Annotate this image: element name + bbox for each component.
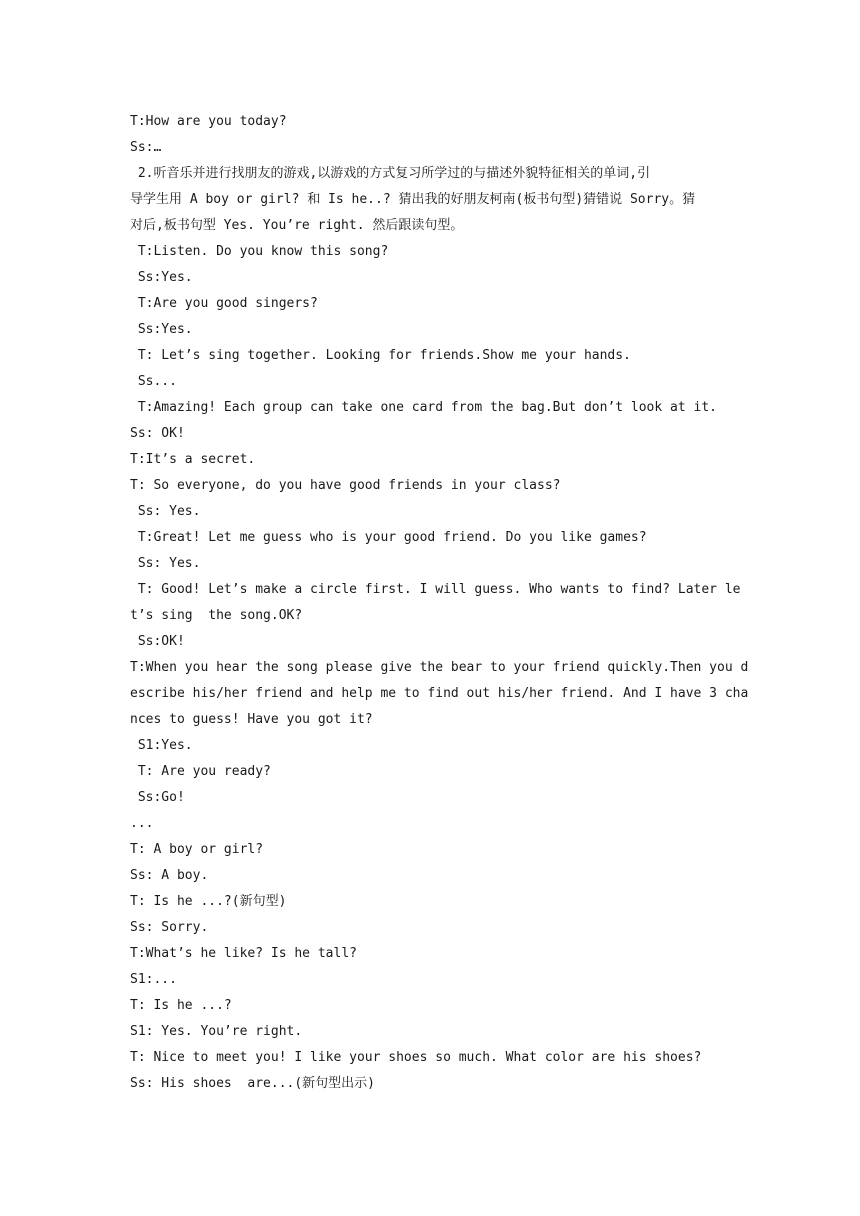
document-line: Ss: Yes. xyxy=(130,556,201,571)
document-line: T: Are you ready? xyxy=(130,764,271,779)
document-line: T:Amazing! Each group can take one card from the bag.But don’t look at it. xyxy=(130,400,717,415)
document-line: 对后,板书句型 Yes. You’re right. 然后跟读句型。 xyxy=(130,218,464,233)
document-line: 导学生用 A boy or girl? 和 Is he..? 猜出我的好朋友柯南(板书句型)猜错说 Sorry。猜 xyxy=(130,192,696,207)
document-line: Ss... xyxy=(130,374,177,389)
document-line: T: Is he ...? xyxy=(130,998,232,1013)
document-line: Ss: A boy. xyxy=(130,868,209,883)
document-line: T:Are you good singers? xyxy=(130,296,318,311)
document-line: Ss:Yes. xyxy=(130,322,193,337)
document-line: Ss: Sorry. xyxy=(130,920,209,935)
document-line: Ss:Yes. xyxy=(130,270,193,285)
document-line: T: A boy or girl? xyxy=(130,842,264,857)
document-line: T:It’s a secret. xyxy=(130,452,256,467)
document-line: S1:Yes. xyxy=(130,738,193,753)
document-line: S1: Yes. You’re right. xyxy=(130,1024,303,1039)
document-line: T: So everyone, do you have good friends in your class? xyxy=(130,478,561,493)
document-line: T:When you hear the song please give the bear to your friend quickly.Then you d xyxy=(130,660,749,675)
document-line: T: Good! Let’s make a circle first. I will guess. Who wants to find? Later le xyxy=(130,582,741,597)
document-line: T: Let’s sing together. Looking for friends.Show me your hands. xyxy=(130,348,631,363)
document-line: Ss:… xyxy=(130,140,162,155)
document-line: ... xyxy=(130,816,154,831)
document-line: T:Listen. Do you know this song? xyxy=(130,244,389,259)
document-line: T:How are you today? xyxy=(130,114,287,129)
document-line: t’s sing the song.OK? xyxy=(130,608,303,623)
document-line: Ss:OK! xyxy=(130,634,185,649)
document-body xyxy=(130,109,749,1097)
document-line: S1:... xyxy=(130,972,177,987)
document-line: T: Is he ...?(新句型) xyxy=(130,894,287,909)
document-line: T: Nice to meet you! I like your shoes so much. What color are his shoes? xyxy=(130,1050,702,1065)
document-line: Ss: Yes. xyxy=(130,504,201,519)
document-line: Ss:Go! xyxy=(130,790,185,805)
document-line: Ss: OK! xyxy=(130,426,185,441)
document-line: 2.听音乐并进行找朋友的游戏,以游戏的方式复习所学过的与描述外貌特征相关的单词,引 xyxy=(130,166,651,181)
document-line: T:Great! Let me guess who is your good friend. Do you like games? xyxy=(130,530,647,545)
document-line: T:What’s he like? Is he tall? xyxy=(130,946,357,961)
document-line: Ss: His shoes are...(新句型出示) xyxy=(130,1076,376,1091)
document-line: escribe his/her friend and help me to find out his/her friend. And I have 3 cha xyxy=(130,686,749,701)
document-line: nces to guess! Have you got it? xyxy=(130,712,373,727)
